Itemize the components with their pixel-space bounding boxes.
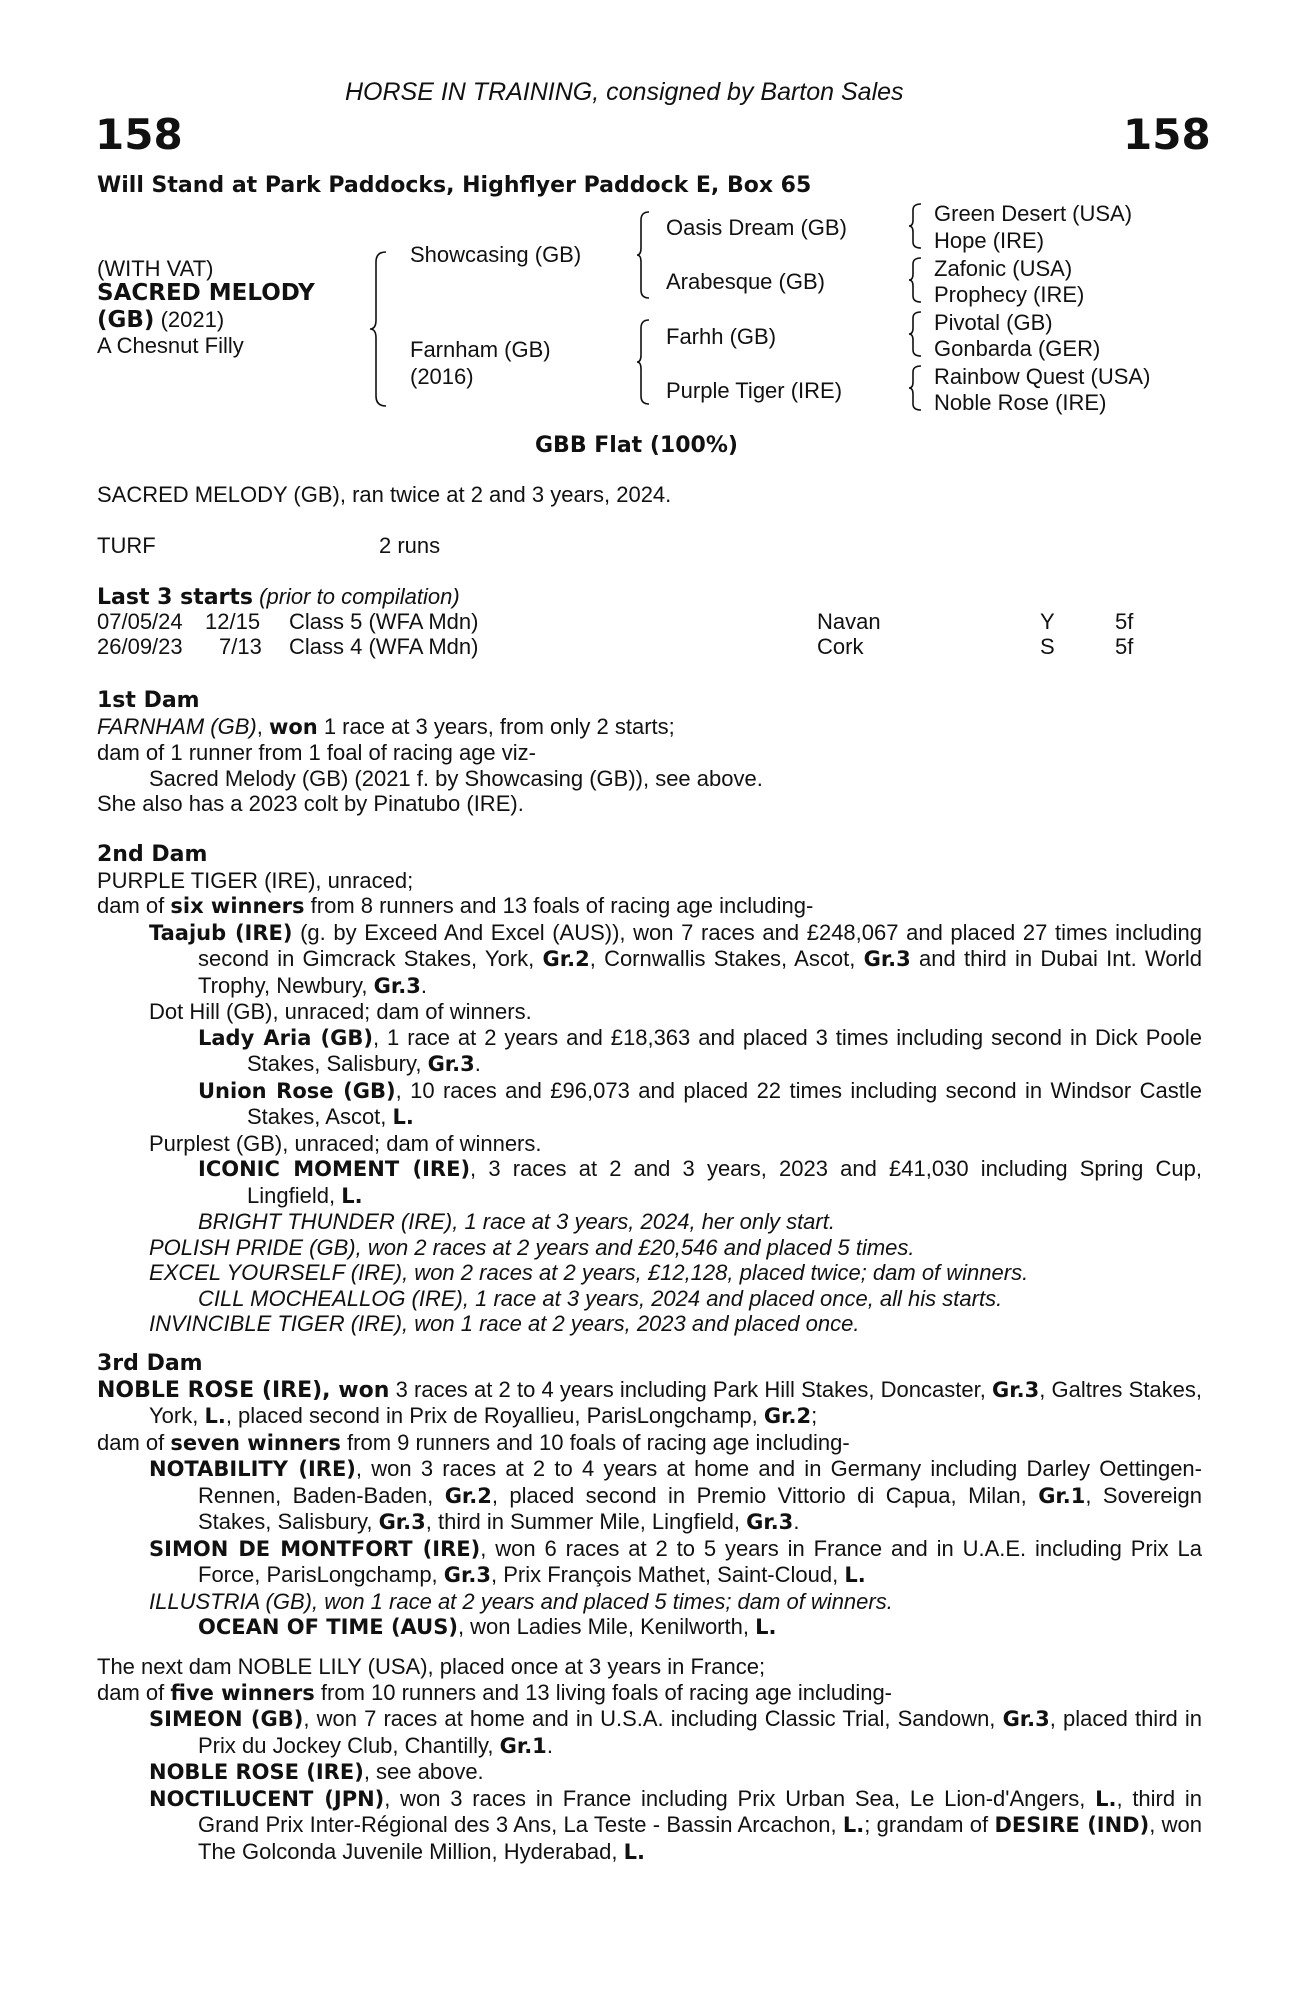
first-dam-foal: Sacred Melody (GB) (2021 f. by Showcasing (GB)), see above. [149,765,763,791]
progeny-illustria: ILLUSTRIA (GB), won 1 race at 2 years and placed 5 times; dam of winners. [149,1588,893,1614]
progeny-noctilucent: NOCTILUCENT (JPN), won 3 races in France including Prix Urban Sea, Le Lion-d'Angers, L., third in Grand Prix Inter-Régional des 3 Ans, La Teste - Bassin Arcachon, L.; grandam of DESIRE (IND), won The Golconda Juvenile Million, Hyderabad, L. [149,1785,1202,1864]
progeny-iconic-moment: ICONIC MOMENT (IRE), 3 races at 2 and 3 years, 2023 and £41,030 including Spring Cup, Lingfield, L. [198,1156,1202,1208]
progeny-invincible-tiger: INVINCIBLE TIGER (IRE), won 1 race at 2 years, 2023 and placed once. [149,1311,860,1336]
progeny-dot-hill: Dot Hill (GB), unraced; dam of winners. [149,999,532,1024]
first-dam-note: She also has a 2023 colt by Pinatubo (IRE). [97,791,524,816]
progeny-simeon: SIMEON (GB), won 7 races at home and in U.S.A. including Classic Trial, Sandown, Gr.3, placed third in Prix du Jockey Club, Chantilly, Gr.1. [149,1706,1203,1758]
start-going: S [1040,634,1055,659]
stand-location: Will Stand at Park Paddocks, Highflyer Paddock E, Box 65 [97,173,812,198]
progeny-taajub: Taajub (IRE) (g. by Exceed And Excel (AUS)), won 7 races and £248,067 and placed 27 times including second in Gimcrack Stakes, York, Gr.2, Cornwallis Stakes, Ascot, Gr.3 and third in Dubai Int. World Trophy, Newbury, Gr.3. [149,919,1202,998]
progeny-bright-thunder: BRIGHT THUNDER (IRE), 1 race at 3 years, 2024, her only start. [198,1209,835,1234]
progeny-lady-aria: Lady Aria (GB), 1 race at 2 years and £18,363 and placed 3 times including second in Dick Poole Stakes, Salisbury, Gr.3. [198,1024,1202,1076]
race-summary: SACRED MELODY (GB), ran twice at 2 and 3 years, 2024. [97,482,672,507]
pedigree-brace-dd [907,364,923,412]
pedigree-ddd: Noble Rose (IRE) [934,390,1107,415]
start-position: 7/13 [219,634,262,659]
horse-year: (2021) [160,307,225,332]
start-course: Navan [817,609,881,634]
lot-number-left: 158 [95,110,183,159]
first-dam-line: FARNHAM (GB), won 1 race at 3 years, from only 2 starts; [97,713,675,739]
pedigree-dsd: Gonbarda (GER) [934,336,1101,361]
third-dam-line: NOBLE ROSE (IRE), won 3 races at 2 to 4 years including Park Hill Stakes, Doncaster, Gr.3, Galtres Stakes, York, L., placed second in Prix de Royallieu, ParisLongchamp, Gr.2; [97,1376,1202,1428]
pedigree-ssd: Hope (IRE) [934,228,1045,253]
horse-name: SACRED MELODY [97,280,315,306]
first-dam-heading: 1st Dam [97,688,200,713]
pedigree-sd: Arabesque (GB) [666,269,825,294]
third-dam-heading: 3rd Dam [97,1351,203,1376]
start-distance: 5f [1115,634,1134,659]
progeny-simon-de-montfort: SIMON DE MONTFORT (IRE), won 6 races at 2 to 5 years in France and in U.A.E. including Prix La Force, ParisLongchamp, Gr.3, Prix François Mathet, Saint-Cloud, L. [149,1535,1202,1587]
start-date: 26/09/23 [97,634,183,659]
first-dam-produce: dam of 1 runner from 1 foal of racing age viz- [97,740,536,765]
progeny-ocean-of-time: OCEAN OF TIME (AUS), won Ladies Mile, Kenilworth, L. [198,1614,777,1639]
pedigree-brace-ss [907,202,923,250]
second-dam-line: PURPLE TIGER (IRE), unraced; [97,867,414,893]
pedigree-dss: Pivotal (GB) [934,310,1053,335]
progeny-purplest: Purplest (GB), unraced; dam of winners. [149,1130,542,1156]
second-dam-produce: dam of six winners from 8 runners and 13 foals of racing age including- [97,893,814,918]
pedigree-brace-sire [635,210,651,300]
third-dam-produce: dam of seven winners from 9 runners and 10 foals of racing age including- [97,1429,850,1455]
start-race: Class 5 (WFA Mdn) [289,609,479,634]
progeny-excel-yourself: EXCEL YOURSELF (IRE), won 2 races at 2 years, £12,128, placed twice; dam of winners. [149,1260,1029,1285]
start-race: Class 4 (WFA Mdn) [289,634,479,659]
pedigree-sdd: Prophecy (IRE) [934,282,1085,307]
start-date: 07/05/24 [97,609,183,634]
progeny-cill-mocheallog: CILL MOCHEALLOG (IRE), 1 race at 3 years, 2024 and placed once, all his starts. [198,1285,1003,1311]
start-distance: 5f [1115,609,1134,634]
pedigree-sds: Zafonic (USA) [934,256,1073,281]
vat-note: (WITH VAT) [97,256,214,281]
progeny-union-rose: Union Rose (GB), 10 races and £96,073 and placed 22 times including second in Windsor Castle Stakes, Ascot, L. [198,1077,1202,1129]
progeny-noble-rose: NOBLE ROSE (IRE), see above. [149,1759,484,1784]
horse-name-taajub: Taajub (IRE) [149,920,293,945]
pedigree-ss: Oasis Dream (GB) [666,215,847,240]
last-starts-heading [97,584,460,611]
pedigree-sss: Green Desert (USA) [934,201,1133,226]
progeny-polish-pride: POLISH PRIDE (GB), won 2 races at 2 years and £20,546 and placed 5 times. [149,1234,915,1260]
horse-sex: A Chesnut Filly [97,333,244,358]
second-dam-section [97,841,1202,1337]
turf-label: TURF [97,533,156,558]
catalogue-header: HORSE IN TRAINING, consigned by Barton Sales [345,78,904,106]
pedigree-dam: Farnham (GB) [410,337,551,362]
turf-runs: 2 runs [379,533,441,558]
pedigree-brace-sd [907,256,923,304]
next-dam-section [97,1654,1202,1865]
pedigree-dds: Rainbow Quest (USA) [934,364,1151,389]
next-dam-produce: dam of five winners from 10 runners and 13 living foals of racing age including- [97,1679,893,1705]
pedigree-dd: Purple Tiger (IRE) [666,378,843,403]
pedigree-sire: Showcasing (GB) [410,242,582,267]
pedigree-brace-dam [635,318,651,406]
pedigree-ds: Farhh (GB) [666,324,777,349]
start-course: Cork [817,634,864,659]
first-dam-section [97,687,1202,817]
start-position: 12/15 [205,609,261,634]
gbb-rating: GBB Flat (100%) [535,433,738,458]
pedigree-brace-ds [907,310,923,358]
start-going: Y [1040,609,1055,634]
last-starts-note: (prior to compilation) [259,584,460,609]
pedigree-dam-year: (2016) [410,364,474,389]
progeny-notability: NOTABILITY (IRE), won 3 races at 2 to 4 years at home and in Germany including Darley Oettingen-Rennen, Baden-Baden, Gr.2, placed second in Premio Vittorio di Capua, Milan, Gr.1, Sovereign Stakes, Salisbury, Gr.3, third in Summer Mile, Lingfield, Gr.3. [149,1456,1202,1534]
last-starts-title: Last 3 starts [97,585,254,610]
pedigree-brace-main [368,250,388,408]
horse-origin-year [97,307,224,334]
horse-origin: (GB) [97,307,155,333]
third-dam-section [97,1350,1202,1641]
lot-number-right: 158 [1123,110,1211,159]
second-dam-heading: 2nd Dam [97,842,208,867]
next-dam-line: The next dam NOBLE LILY (USA), placed once at 3 years in France; [97,1654,766,1679]
